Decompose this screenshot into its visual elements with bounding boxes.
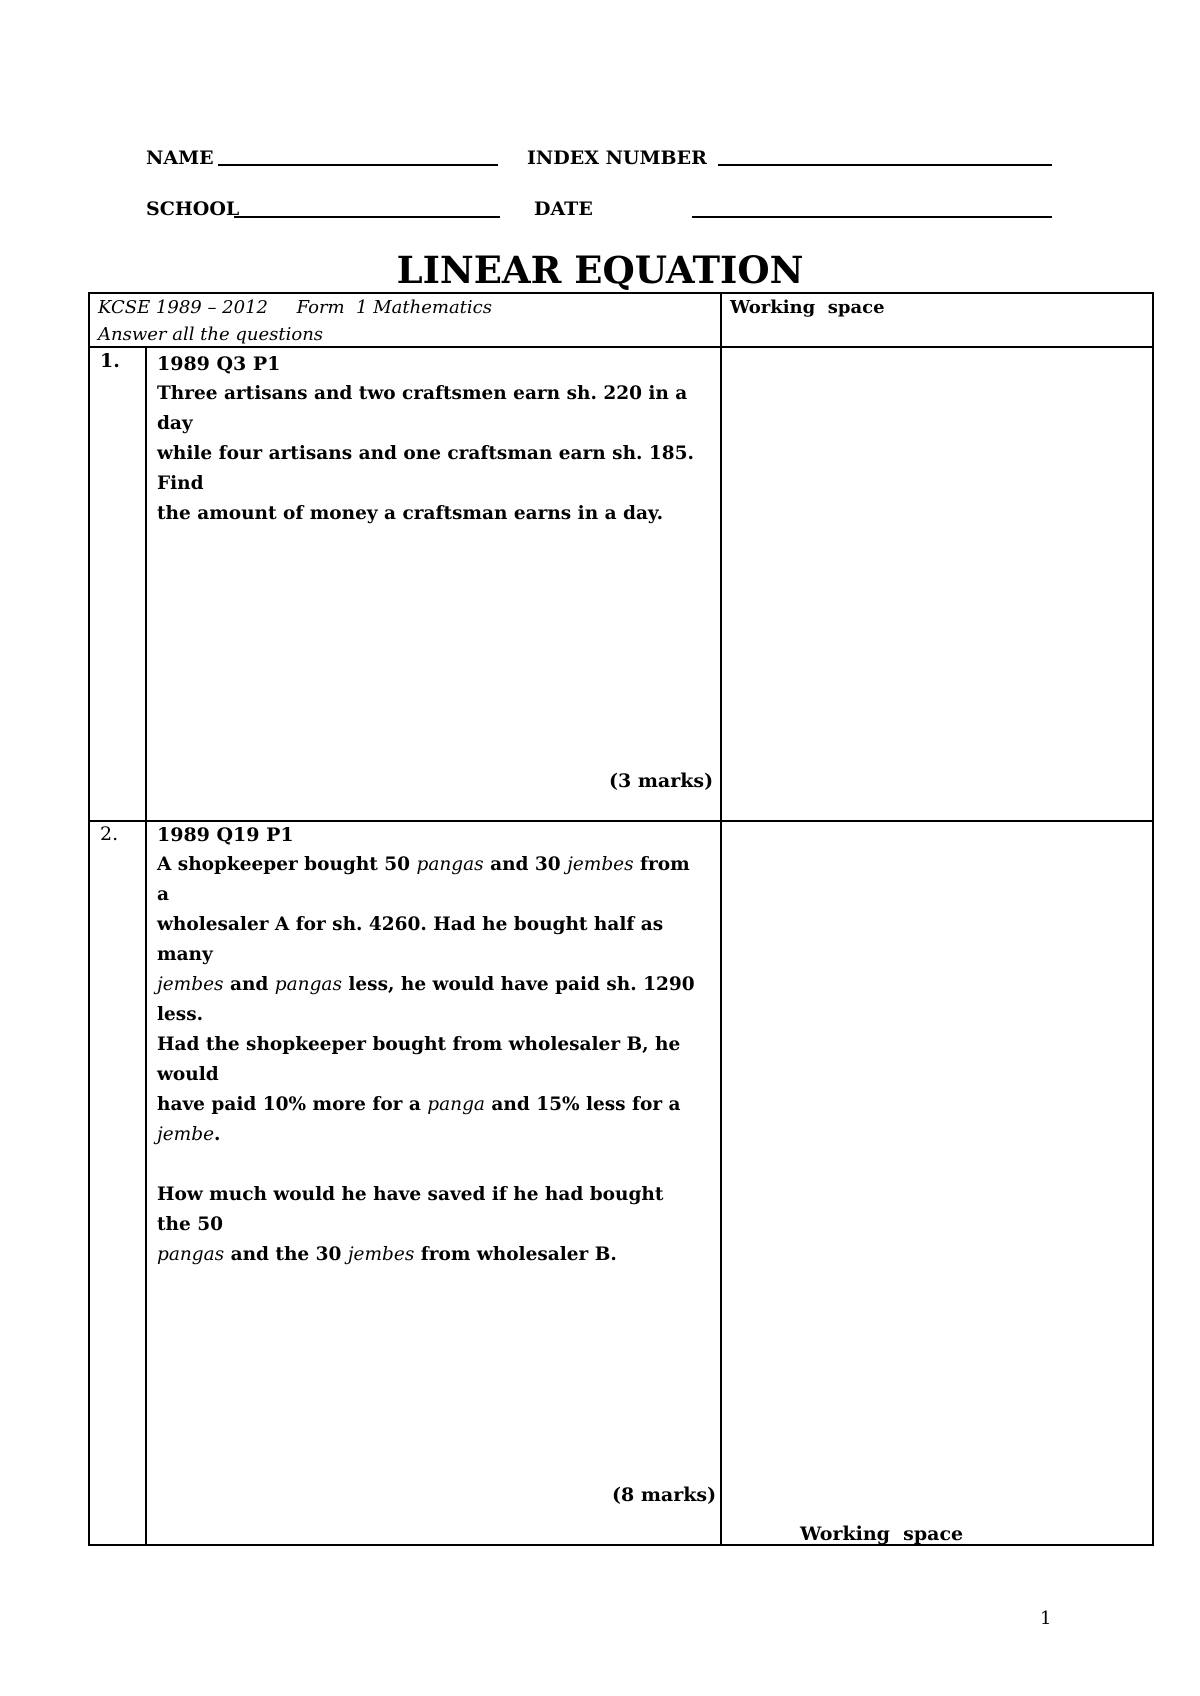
question-line: pangas and the 30 jembes from wholesaler B. (157, 1244, 617, 1265)
question-line: A shopkeeper bought 50 pangas and 30 jembes from a (157, 854, 690, 905)
question-line: jembes and pangas less, he would have paid sh. 1290 less. (157, 974, 695, 1025)
question-line: while four artisans and one craftsman earn sh. 185. Find (157, 443, 694, 494)
marks-label: (8 marks) (612, 1484, 717, 1506)
question-line: Three artisans and two craftsmen earn sh. 220 in a day (157, 383, 688, 434)
question-number: 1. (100, 350, 120, 372)
question-1 (157, 349, 702, 529)
working-column-divider (720, 292, 722, 1546)
question-reference: 1989 Q19 P1 (157, 824, 294, 846)
question-line: How much would he have saved if he had bought the 50 (157, 1184, 664, 1235)
index-number-label: INDEX NUMBER (527, 147, 707, 169)
school-field-line[interactable] (234, 216, 500, 218)
question-number: 2. (100, 823, 119, 845)
question-text (157, 850, 702, 1270)
marks-label: (3 marks) (609, 770, 714, 792)
working-space-footer: Working space (800, 1523, 964, 1545)
question-reference: 1989 Q3 P1 (157, 353, 281, 375)
working-space-header: Working space (730, 297, 885, 318)
instructions: Answer all the questions (98, 324, 324, 345)
question-line: have paid 10% more for a panga and 15% less for a (157, 1094, 681, 1115)
date-label: DATE (534, 198, 593, 220)
question-2 (157, 820, 702, 1270)
question-line: the amount of money a craftsman earns in a day. (157, 503, 664, 524)
name-field-line[interactable] (218, 164, 498, 166)
question-line: wholesaler A for sh. 4260. Had he bought half as many (157, 914, 664, 965)
page-title: LINEAR EQUATION (396, 248, 804, 292)
name-label: NAME (146, 147, 214, 169)
index-number-field-line[interactable] (718, 164, 1052, 166)
question-line: Had the shopkeeper bought from wholesaler B, he would (157, 1034, 681, 1085)
date-field-line[interactable] (692, 216, 1052, 218)
exam-info: KCSE 1989 – 2012 Form 1 Mathematics (98, 297, 492, 318)
school-label: SCHOOL (146, 198, 240, 220)
question-line: jembe. (157, 1124, 221, 1145)
question-text (157, 379, 702, 529)
page-number: 1 (1040, 1608, 1052, 1629)
number-column-divider (145, 347, 147, 1546)
